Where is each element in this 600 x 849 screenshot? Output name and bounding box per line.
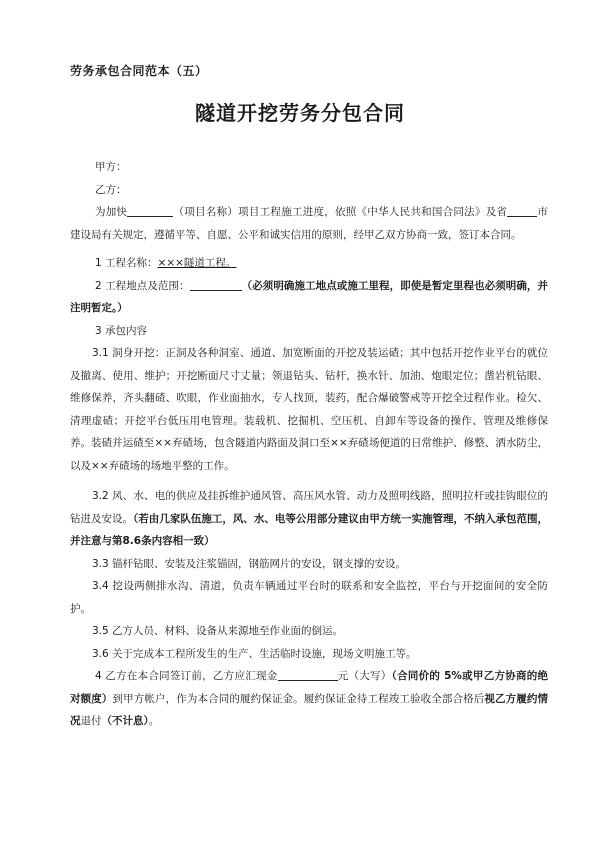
section-3-3: 3.3 锚杆钻眼、安装及注浆锚固，钢筋网片的安设，钢支撑的安设。 <box>92 557 407 570</box>
party-b-line: 乙方： <box>95 183 127 196</box>
item-4-text-c: （合同价的 5%或甲乙方协商的绝对额度） <box>70 670 549 705</box>
section-3-2-text: 3.2 风、水、电的供应及挂拆维护通风管、高压风水管、动力及照明线路，照明拉杆或挂钩眼位的钻进及安设。 <box>70 490 548 525</box>
item-4-text-b: 元（大写） <box>337 670 392 682</box>
item-1-label: 1 工程名称： <box>95 257 158 269</box>
preamble-text-b: （项目名称）项目工程施工进度，依照《中华人民共和国合同法》及 <box>173 206 497 218</box>
province-blank <box>507 204 537 217</box>
preamble-text-a: 为加快 <box>95 206 128 218</box>
preamble-paragraph <box>70 201 548 246</box>
section-3-6: 3.6 关于完成本工程所发生的生产、生活临时设施，现场文明施工等。 <box>92 647 417 660</box>
preamble-text-d: 市建设局有关规定，遵循平等、自愿、公平和诚实信用的原则，经甲乙双方协商一致，签订本合同。 <box>70 206 549 241</box>
item-4-text-f: 退付 <box>80 715 102 727</box>
document-body <box>70 156 548 733</box>
item-2-note: （必须明确施工地点或施工里程，即使是暂定里程也必须明确，并注明暂定。） <box>70 279 548 314</box>
item-4-text-e: 视乙方履约情况 <box>70 692 548 727</box>
item-4-text-a: 4 乙方在本合同签订前，乙方应汇现金 <box>95 670 278 682</box>
preamble-text-c: 省 <box>496 206 508 218</box>
section-3-4: 3.4 挖设两侧排水沟、清道，负责车辆通过平台时的联系和安全监控，平台与开挖面间的安全防护。 <box>70 580 548 615</box>
item-1-value: ×××隧道工程。 <box>157 257 237 269</box>
item-2-label: 2 工程地点及范围： <box>95 279 190 292</box>
project-name-blank <box>127 204 173 217</box>
item-4-text-g: （不计息） <box>101 715 149 727</box>
item-4-deposit <box>70 665 548 733</box>
item-1-project-name <box>70 252 548 275</box>
party-a-line: 甲方： <box>95 161 127 173</box>
header-note: 劳务承包合同范本（五） <box>70 64 208 78</box>
location-blank <box>190 278 242 291</box>
section-3-2-note: （若由几家队伍施工，风、水、电等公用部分建议由甲方统一实施管理，不纳入承包范围，并注意与第8.6条内容相一致） <box>70 512 549 547</box>
item-3-heading: 3 承包内容 <box>95 324 148 337</box>
document-title: 隧道开挖劳务分包合同 <box>195 101 405 125</box>
section-3-1: 3.1 洞身开挖：正洞及各种洞室、通道、加宽断面的开挖及装运碴；其中包括开挖作业平台的就位及撤离、使用、维护；开挖断面尺寸丈量；领退钻头、钻杆，换水针、加油、炮眼定位；凿岩机钻眼、维修保养，齐头翻碴、吹眼，作业面抽水，专人找顶，装药，配合爆破警戒等开挖全过程作业。检欠、清理虚碴；开挖平台低压用电管理。装载机、挖掘机、空压机、自卸车等设备的操作、管理及维修保养。装碴并运碴至××弃碴场，包含隧道内路面及洞口至××弃碴场便道的日常维护、修整、洒水防尘，以及××弃碴场的场地平整的工作。 <box>70 347 548 472</box>
section-3-2 <box>70 485 548 553</box>
item-4-text-h: 。 <box>148 715 160 727</box>
deposit-amount-blank <box>278 668 338 681</box>
item-4-text-d: 到甲方帐户，作为本合同的履约保证金。履约保证金待工程竣工验收全部合格后 <box>112 692 485 705</box>
item-2-location <box>70 275 548 320</box>
section-3-5: 3.5 乙方人员、材料、设备从来源地至作业面的倒运。 <box>92 625 344 637</box>
